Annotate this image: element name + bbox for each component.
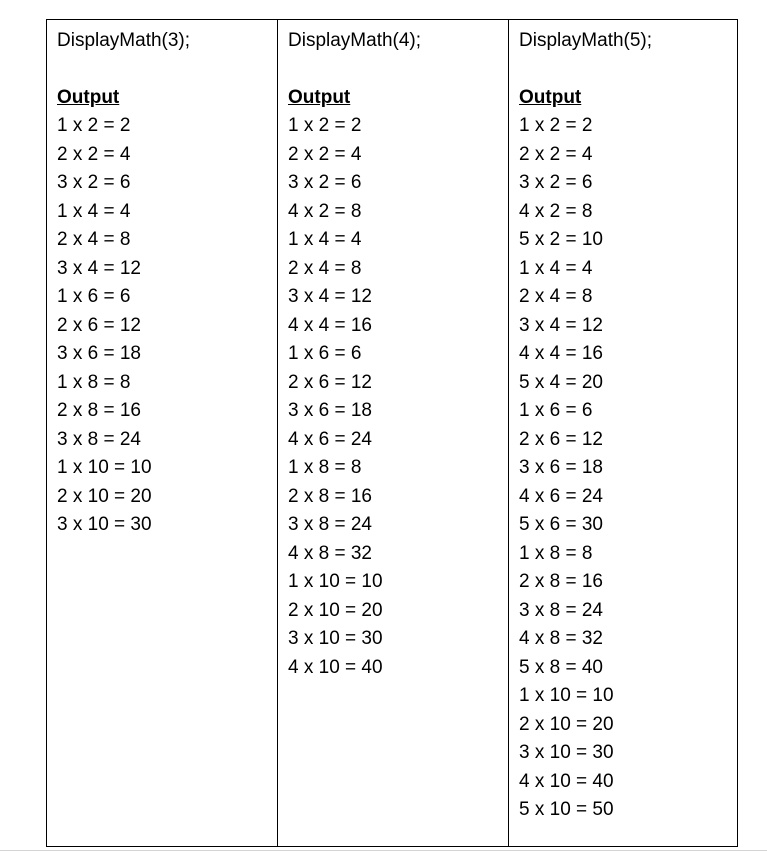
- output-line: 3 x 4 = 12: [519, 314, 603, 336]
- output-line: 4 x 2 = 8: [288, 200, 362, 222]
- output-line: 4 x 2 = 8: [519, 200, 593, 222]
- output-line: 3 x 8 = 24: [57, 428, 141, 450]
- output-line: 2 x 6 = 12: [57, 314, 141, 336]
- output-line: 1 x 2 = 2: [57, 115, 131, 136]
- output-line: 1 x 8 = 8: [57, 371, 131, 393]
- function-call: DisplayMath(4);: [288, 30, 422, 51]
- blank-line: [288, 55, 508, 84]
- output-heading: Output: [519, 87, 582, 108]
- output-line: 1 x 4 = 4: [288, 229, 362, 250]
- output-line: 1 x 8 = 8: [288, 457, 362, 478]
- function-call: DisplayMath(3);: [57, 30, 191, 51]
- output-line: 3 x 10 = 30: [57, 514, 152, 535]
- output-line: 2 x 4 = 8: [288, 257, 362, 279]
- output-line: 2 x 8 = 16: [57, 400, 141, 421]
- output-line: 3 x 6 = 18: [57, 343, 141, 364]
- output-line: 1 x 10 = 10: [288, 571, 383, 592]
- output-line: 1 x 6 = 6: [288, 343, 362, 364]
- output-line: 2 x 8 = 16: [519, 571, 603, 592]
- output-line: 2 x 6 = 12: [288, 371, 372, 393]
- output-lines: [57, 112, 277, 540]
- output-line: 5 x 10 = 50: [519, 799, 614, 820]
- output-comparison-table: [46, 19, 738, 847]
- column-displaymath-3: [47, 20, 277, 846]
- output-line: 1 x 2 = 2: [288, 115, 362, 136]
- output-line: 3 x 4 = 12: [57, 257, 141, 279]
- output-line: 5 x 4 = 20: [519, 371, 603, 393]
- output-line: 1 x 10 = 10: [57, 457, 152, 478]
- output-line: 2 x 2 = 4: [57, 143, 131, 165]
- function-call: DisplayMath(5);: [519, 30, 653, 51]
- output-line: 2 x 10 = 20: [519, 713, 614, 735]
- column-displaymath-4: [277, 20, 508, 846]
- output-line: 4 x 10 = 40: [519, 770, 614, 792]
- output-lines: [519, 112, 737, 825]
- output-line: 1 x 4 = 4: [57, 200, 131, 222]
- output-line: 4 x 4 = 16: [519, 343, 603, 364]
- output-line: 4 x 10 = 40: [288, 656, 383, 678]
- output-line: 3 x 2 = 6: [288, 172, 362, 193]
- output-heading: Output: [288, 87, 351, 108]
- output-line: 3 x 2 = 6: [57, 172, 131, 193]
- output-line: 2 x 2 = 4: [519, 143, 593, 165]
- output-line: 3 x 2 = 6: [519, 172, 593, 193]
- output-line: 4 x 8 = 32: [288, 542, 372, 564]
- output-line: 5 x 2 = 10: [519, 229, 603, 250]
- output-line: 5 x 8 = 40: [519, 656, 603, 678]
- output-line: 2 x 4 = 8: [57, 229, 131, 250]
- output-line: 2 x 10 = 20: [57, 485, 152, 507]
- blank-line: [57, 55, 277, 84]
- output-line: 4 x 4 = 16: [288, 314, 372, 336]
- blank-line: [519, 55, 737, 84]
- output-line: 1 x 2 = 2: [519, 115, 593, 136]
- output-line: 3 x 8 = 24: [519, 599, 603, 621]
- output-lines: [288, 112, 508, 682]
- output-line: 2 x 10 = 20: [288, 599, 383, 621]
- output-line: 3 x 10 = 30: [519, 742, 614, 763]
- output-line: 3 x 4 = 12: [288, 286, 372, 307]
- output-line: 3 x 6 = 18: [288, 400, 372, 421]
- output-line: 1 x 6 = 6: [519, 400, 593, 421]
- output-line: 5 x 6 = 30: [519, 514, 603, 535]
- output-heading: Output: [57, 87, 120, 108]
- output-line: 3 x 10 = 30: [288, 628, 383, 649]
- output-line: 1 x 6 = 6: [57, 286, 131, 307]
- column-displaymath-5: [508, 20, 737, 846]
- output-line: 2 x 4 = 8: [519, 286, 593, 307]
- output-line: 4 x 6 = 24: [288, 428, 372, 450]
- output-line: 3 x 6 = 18: [519, 457, 603, 478]
- output-line: 4 x 8 = 32: [519, 628, 603, 649]
- output-line: 4 x 6 = 24: [519, 485, 603, 507]
- output-line: 1 x 4 = 4: [519, 257, 593, 279]
- output-line: 2 x 8 = 16: [288, 485, 372, 507]
- output-line: 1 x 8 = 8: [519, 542, 593, 564]
- output-line: 2 x 6 = 12: [519, 428, 603, 450]
- page-bottom-divider: [0, 850, 767, 851]
- output-line: 2 x 2 = 4: [288, 143, 362, 165]
- output-line: 3 x 8 = 24: [288, 514, 372, 535]
- output-line: 1 x 10 = 10: [519, 685, 614, 706]
